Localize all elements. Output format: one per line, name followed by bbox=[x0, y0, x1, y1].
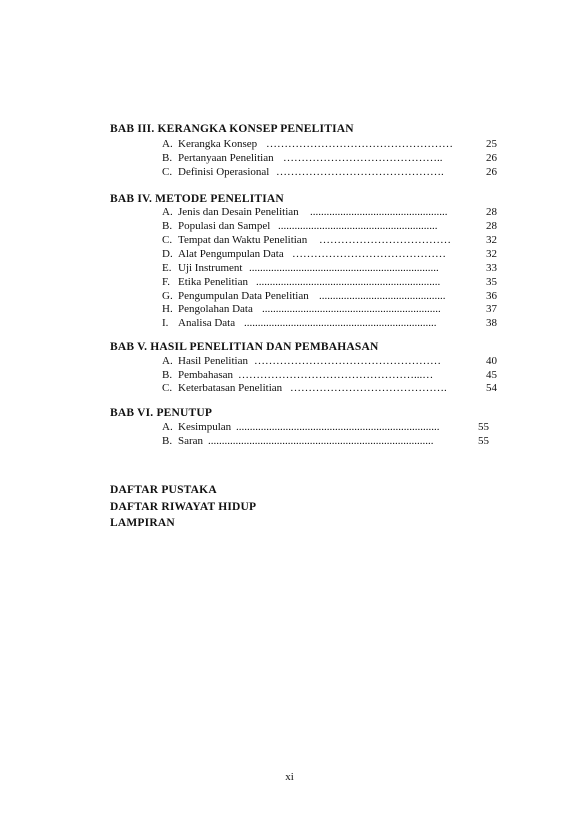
entry-title: Pengolahan Data bbox=[178, 303, 253, 315]
dot-leader: .......................................................... bbox=[278, 220, 438, 232]
entry-letter: A. bbox=[162, 421, 173, 433]
entry-page-number: 40 bbox=[486, 355, 497, 367]
dot-leader: .......................................................................... bbox=[236, 421, 440, 433]
dot-leader: …………………………………………...… bbox=[238, 369, 434, 381]
entry-letter: C. bbox=[162, 234, 173, 246]
chapter-heading-bab-iv: BAB IV. METODE PENELITIAN bbox=[110, 193, 284, 205]
entry-letter: C. bbox=[162, 382, 173, 394]
entry-letter: B. bbox=[162, 435, 173, 447]
entry-title: Uji Instrument bbox=[178, 262, 243, 274]
entry-title: Pertanyaan Penelitian bbox=[178, 152, 274, 164]
entry-page-number: 26 bbox=[486, 166, 497, 178]
entry-page-number: 35 bbox=[486, 276, 497, 288]
entry-page-number: 54 bbox=[486, 382, 497, 394]
entry-title: Tempat dan Waktu Penelitian bbox=[178, 234, 308, 246]
toc-entry bbox=[162, 421, 497, 435]
toc-entry bbox=[162, 276, 497, 290]
dot-leader: .................................................................................. bbox=[208, 435, 434, 447]
entry-page-number: 37 bbox=[486, 303, 497, 315]
page-number: xi bbox=[285, 771, 294, 783]
entry-letter: A. bbox=[162, 355, 173, 367]
toc-entry bbox=[162, 206, 497, 220]
entry-letter: B. bbox=[162, 152, 173, 164]
toc-entry bbox=[162, 234, 497, 248]
dot-leader: ………………………………………. bbox=[276, 166, 444, 178]
entry-page-number: 28 bbox=[486, 206, 497, 218]
dot-leader: …………………………………… bbox=[292, 248, 446, 260]
dot-leader: ……………………………………. bbox=[290, 382, 447, 394]
toc-entry bbox=[162, 303, 497, 317]
entry-letter: F. bbox=[162, 276, 170, 288]
toc-entry bbox=[162, 220, 497, 234]
entry-letter: C. bbox=[162, 166, 173, 178]
toc-entry bbox=[162, 290, 497, 304]
entry-page-number: 32 bbox=[486, 248, 497, 260]
entry-letter: B. bbox=[162, 220, 173, 232]
dot-leader: ................................................................... bbox=[256, 276, 441, 288]
dot-leader: ……………………………… bbox=[319, 234, 451, 246]
entry-title: Alat Pengumpulan Data bbox=[178, 248, 284, 260]
entry-page-number: 36 bbox=[486, 290, 497, 302]
dot-leader: …………………………………….. bbox=[283, 152, 443, 164]
toc-entry bbox=[162, 248, 497, 262]
dot-leader: …………………………………………… bbox=[266, 138, 453, 150]
entry-title: Jenis dan Desain Penelitian bbox=[178, 206, 299, 218]
entry-title: Keterbatasan Penelitian bbox=[178, 382, 283, 394]
dot-leader: ...................................................................... bbox=[244, 317, 437, 329]
chapter-heading-bab-v: BAB V. HASIL PENELITIAN DAN PEMBAHASAN bbox=[110, 341, 379, 353]
entry-letter: G. bbox=[162, 290, 173, 302]
entry-letter: A. bbox=[162, 138, 173, 150]
entry-title: Populasi dan Sampel bbox=[178, 220, 271, 232]
toc-entry bbox=[162, 382, 497, 396]
heading-lampiran: LAMPIRAN bbox=[110, 517, 175, 529]
toc-entry bbox=[162, 317, 497, 331]
entry-page-number: 55 bbox=[478, 435, 489, 447]
entry-title: Analisa Data bbox=[178, 317, 236, 329]
entry-title: Pembahasan bbox=[178, 369, 233, 381]
dot-leader: .................................................. bbox=[310, 206, 448, 218]
entry-page-number: 55 bbox=[478, 421, 489, 433]
toc-entry bbox=[162, 435, 497, 449]
dot-leader: ..................................................................... bbox=[249, 262, 439, 274]
entry-letter: B. bbox=[162, 369, 173, 381]
toc-entry bbox=[162, 138, 497, 152]
entry-title: Pengumpulan Data Penelitian bbox=[178, 290, 309, 302]
toc-entry bbox=[162, 152, 497, 166]
chapter-heading-bab-vi: BAB VI. PENUTUP bbox=[110, 407, 213, 419]
entry-page-number: 38 bbox=[486, 317, 497, 329]
entry-page-number: 26 bbox=[486, 152, 497, 164]
toc-entry bbox=[162, 262, 497, 276]
chapter-heading-bab-iii: BAB III. KERANGKA KONSEP PENELITIAN bbox=[110, 123, 354, 135]
entry-letter: H. bbox=[162, 303, 173, 315]
entry-page-number: 33 bbox=[486, 262, 497, 274]
dot-leader: ................................................................. bbox=[262, 303, 441, 315]
entry-title: Saran bbox=[178, 435, 204, 447]
entry-letter: I. bbox=[162, 317, 169, 329]
entry-title: Kerangka Konsep bbox=[178, 138, 258, 150]
toc-entry bbox=[162, 369, 497, 383]
toc-entry bbox=[162, 355, 497, 369]
entry-page-number: 28 bbox=[486, 220, 497, 232]
entry-page-number: 45 bbox=[486, 369, 497, 381]
heading-daftar-pustaka: DAFTAR PUSTAKA bbox=[110, 484, 217, 496]
entry-title: Kesimpulan bbox=[178, 421, 232, 433]
entry-letter: D. bbox=[162, 248, 173, 260]
entry-title: Definisi Operasional bbox=[178, 166, 270, 178]
heading-daftar-riwayat-hidup: DAFTAR RIWAYAT HIDUP bbox=[110, 501, 257, 513]
entry-title: Hasil Penelitian bbox=[178, 355, 248, 367]
entry-letter: E. bbox=[162, 262, 172, 274]
entry-letter: A. bbox=[162, 206, 173, 218]
entry-page-number: 25 bbox=[486, 138, 497, 150]
dot-leader: .............................................. bbox=[319, 290, 446, 302]
toc-entry bbox=[162, 166, 497, 180]
entry-page-number: 32 bbox=[486, 234, 497, 246]
entry-title: Etika Penelitian bbox=[178, 276, 248, 288]
dot-leader: …………………………………………… bbox=[254, 355, 441, 367]
